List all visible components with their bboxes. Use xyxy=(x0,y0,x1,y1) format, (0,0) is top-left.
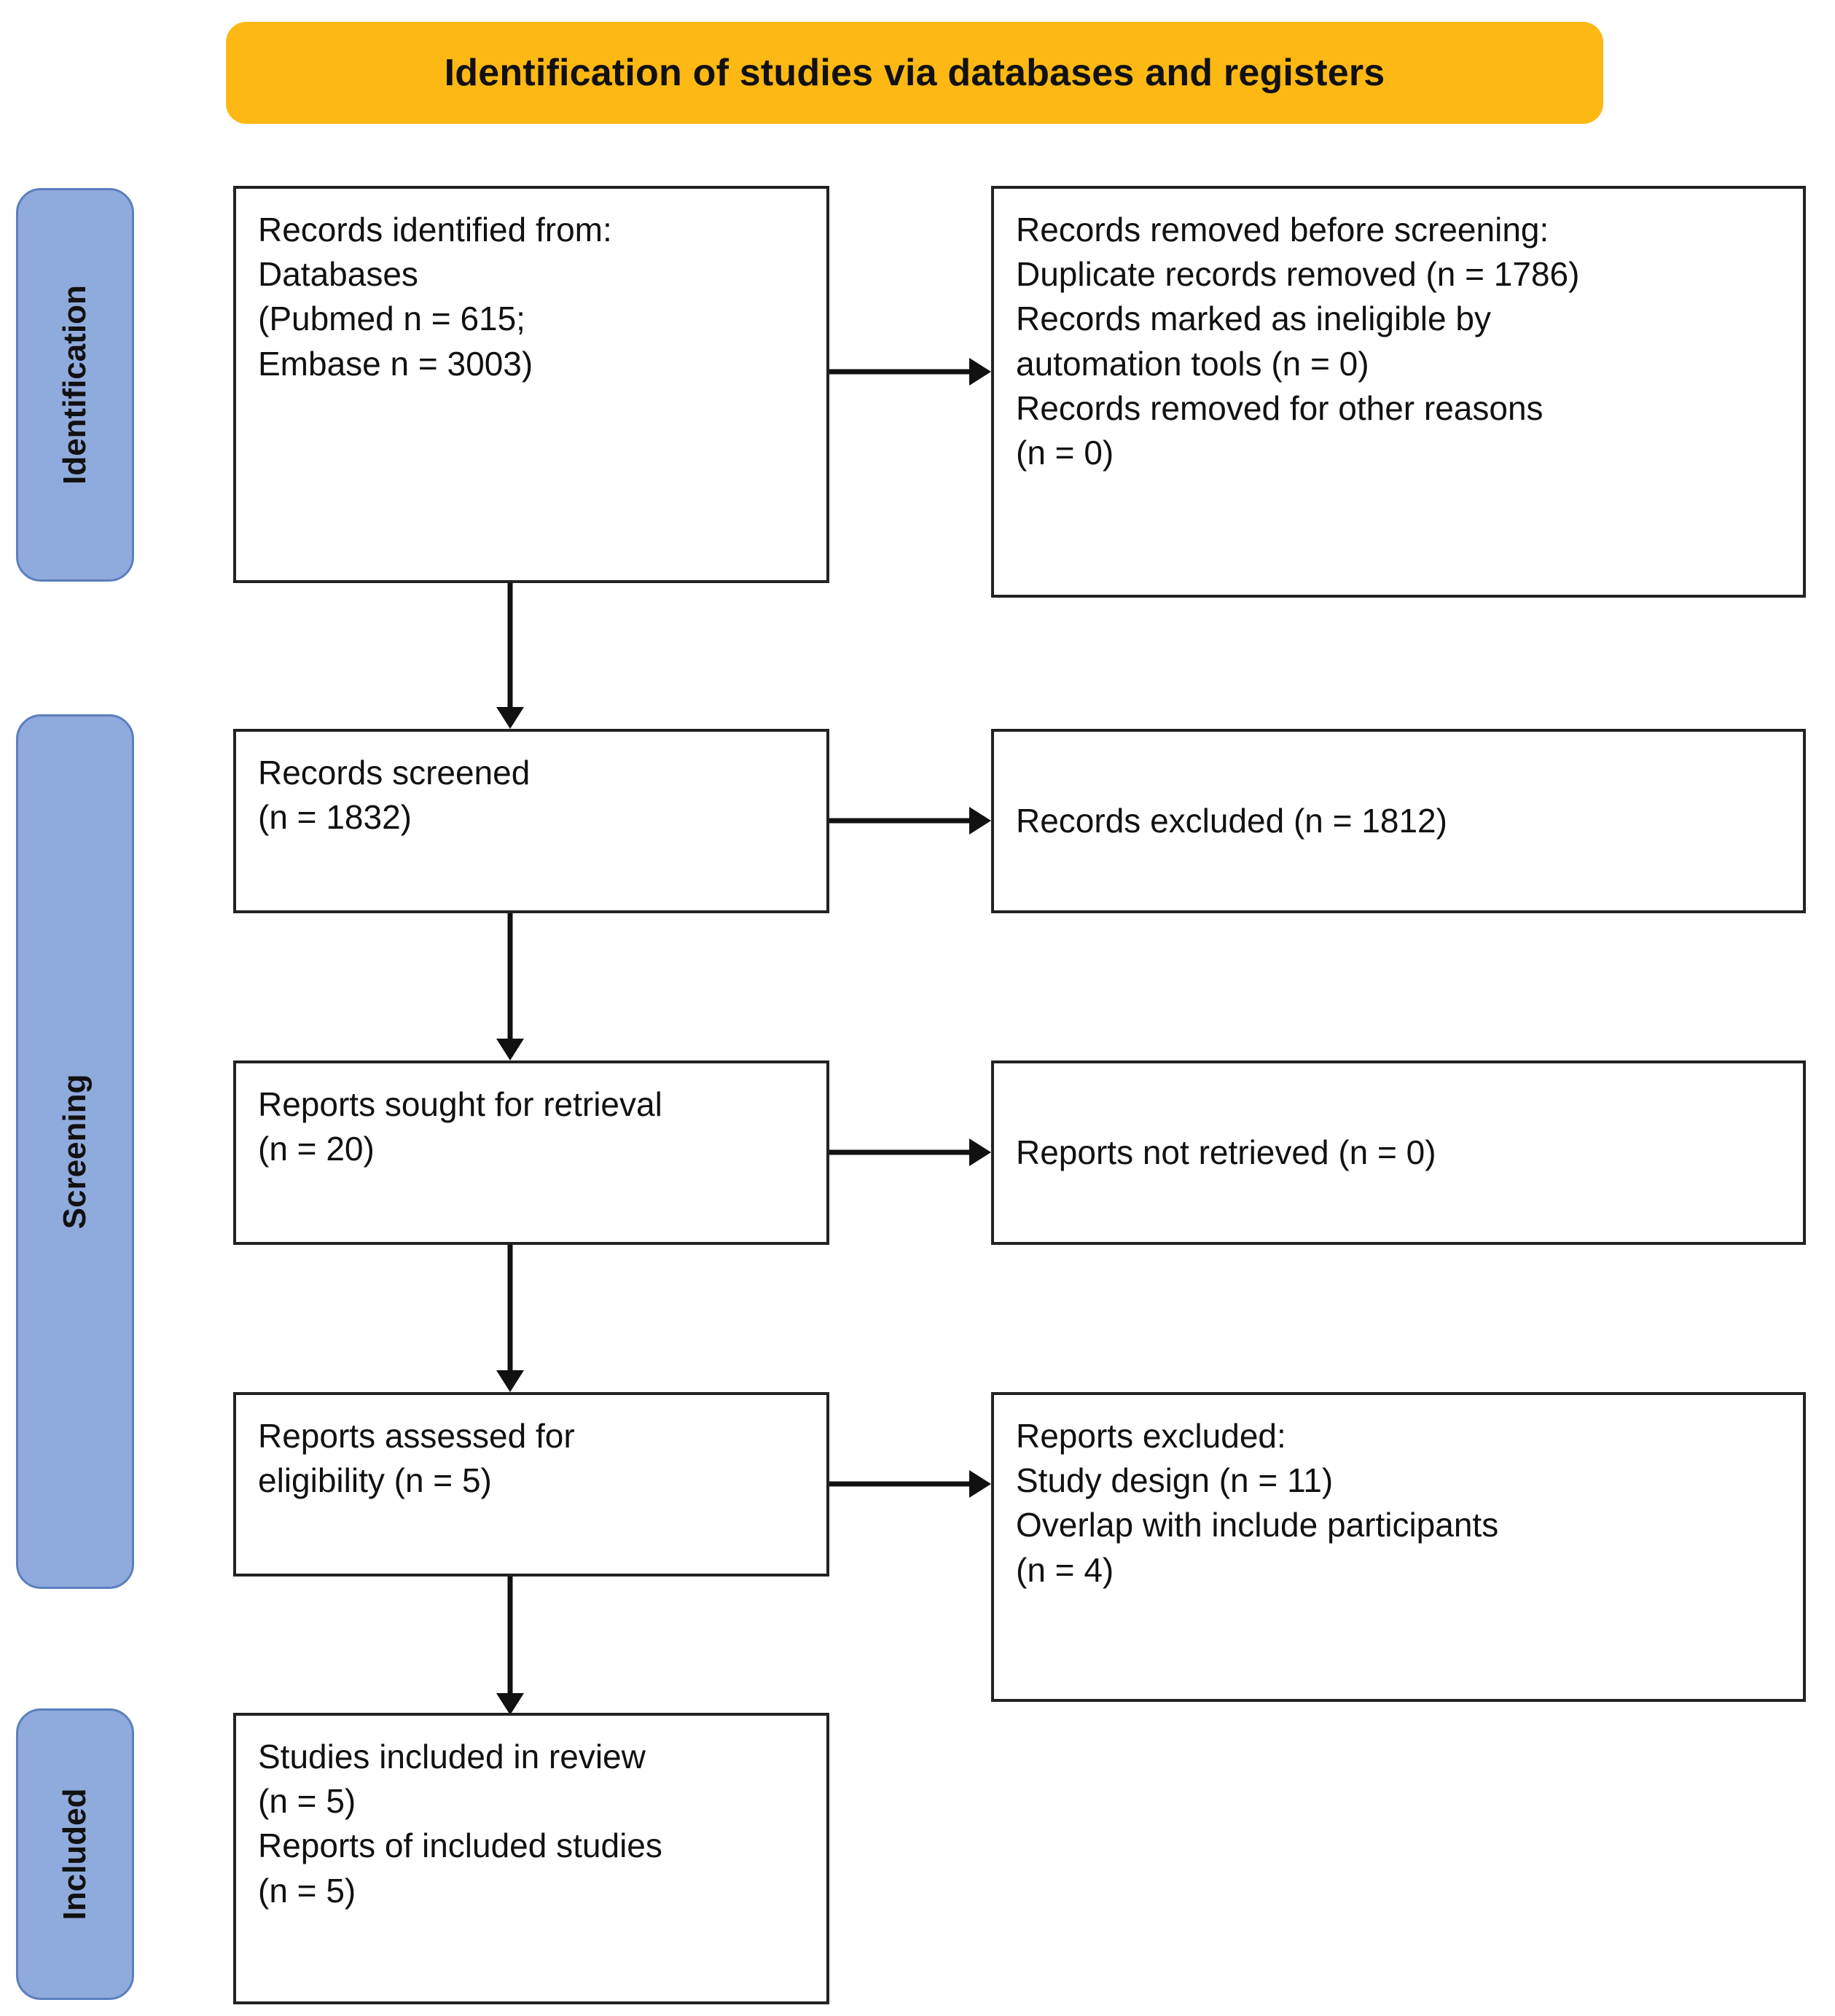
box-line: eligibility (n = 5) xyxy=(258,1461,492,1500)
box-line: Study design (n = 11) xyxy=(1016,1461,1334,1500)
box-reports-not-retrieved xyxy=(991,1060,1806,1245)
diagram-title: Identification of studies via databases and registers xyxy=(444,52,1385,94)
box-line: Records removed for other reasons xyxy=(1016,388,1543,427)
box-records-screened xyxy=(233,729,829,913)
phase-label-included: Included xyxy=(57,1788,93,1921)
phase-label-identification: Identification xyxy=(57,285,93,485)
box-line: Records marked as ineligible by xyxy=(1016,300,1491,338)
box-line: (n = 1832) xyxy=(258,798,412,837)
box-reports-assessed xyxy=(233,1392,829,1577)
box-line: Reports sought for retrieval xyxy=(258,1085,662,1123)
arrow-screened-to-sought xyxy=(496,913,525,1060)
arrow-assessed-to-reports-excluded xyxy=(829,1469,991,1499)
box-line: Reports of included studies xyxy=(258,1826,662,1865)
box-line: Reports excluded: xyxy=(1016,1417,1286,1455)
box-line: Records excluded (n = 1812) xyxy=(1016,801,1447,840)
box-line: Records screened xyxy=(258,754,531,792)
box-line: (n = 20) xyxy=(258,1130,375,1168)
box-line: (n = 0) xyxy=(1016,433,1114,472)
box-line: (n = 4) xyxy=(1016,1550,1114,1589)
diagram-header-banner xyxy=(226,22,1603,124)
box-records-excluded xyxy=(991,729,1806,913)
phase-band-identification xyxy=(16,188,134,582)
box-reports-sought xyxy=(233,1060,829,1245)
box-reports-excluded xyxy=(991,1392,1806,1702)
box-line: Embase n = 3003) xyxy=(258,344,533,383)
arrow-identified-to-screened xyxy=(496,583,525,729)
box-studies-included xyxy=(233,1713,829,2004)
box-line: (Pubmed n = 615; xyxy=(258,300,525,338)
box-line: Studies included in review xyxy=(258,1738,646,1775)
box-line: Records identified from: xyxy=(258,211,612,249)
box-line: Records removed before screening: xyxy=(1016,211,1549,249)
arrow-screened-to-excluded xyxy=(829,806,991,835)
phase-label-screening: Screening xyxy=(57,1074,93,1230)
arrow-identified-to-removed xyxy=(829,357,991,386)
phase-band-screening xyxy=(16,714,134,1589)
box-line: Reports assessed for xyxy=(258,1417,575,1455)
arrow-sought-to-not-retrieved xyxy=(829,1138,991,1167)
box-line: automation tools (n = 0) xyxy=(1016,344,1369,383)
box-line: Databases xyxy=(258,255,418,294)
phase-band-included xyxy=(16,1708,134,2000)
box-line: (n = 5) xyxy=(258,1782,356,1821)
box-line: (n = 5) xyxy=(258,1871,356,1910)
box-line: Reports not retrieved (n = 0) xyxy=(1016,1133,1436,1171)
box-records-removed-before-screening xyxy=(991,186,1806,598)
arrow-assessed-to-included xyxy=(496,1577,525,1715)
box-line: Duplicate records removed (n = 1786) xyxy=(1016,255,1580,294)
arrow-sought-to-assessed xyxy=(496,1245,525,1392)
box-records-identified xyxy=(233,186,829,583)
box-line: Overlap with include participants xyxy=(1016,1506,1499,1544)
